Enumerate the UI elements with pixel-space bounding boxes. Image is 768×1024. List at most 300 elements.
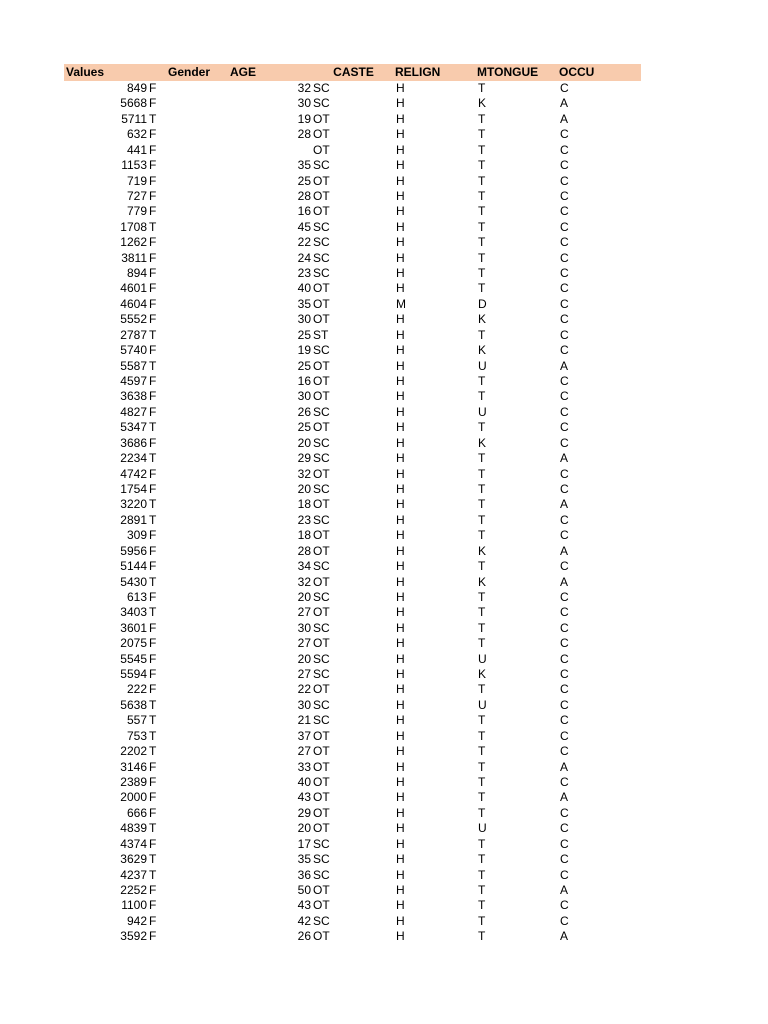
gender-cell[interactable]: F <box>149 898 157 913</box>
value-cell[interactable]: 753 <box>126 728 147 743</box>
occu-cell[interactable]: A <box>560 790 569 805</box>
header-age[interactable]: AGE <box>230 65 257 79</box>
mtongue-cell[interactable]: T <box>478 111 486 126</box>
gender-cell[interactable]: F <box>149 266 157 281</box>
value-cell[interactable]: 5347 <box>120 420 147 435</box>
caste-cell[interactable]: OT <box>313 374 330 389</box>
occu-cell[interactable]: C <box>560 852 569 867</box>
header-occu[interactable]: OCCU <box>559 65 595 79</box>
occu-cell[interactable]: C <box>560 528 569 543</box>
gender-cell[interactable]: F <box>149 127 157 142</box>
value-cell[interactable]: 3403 <box>120 605 147 620</box>
gender-cell[interactable]: F <box>149 805 157 820</box>
value-cell[interactable]: 4742 <box>120 466 147 481</box>
gender-cell[interactable]: F <box>149 682 157 697</box>
mtongue-cell[interactable]: T <box>478 374 486 389</box>
age-cell[interactable] <box>230 143 312 158</box>
caste-cell[interactable]: OT <box>313 543 330 558</box>
value-cell[interactable]: 5740 <box>120 343 147 358</box>
relign-cell[interactable]: H <box>396 867 405 882</box>
caste-cell[interactable]: SC <box>313 651 330 666</box>
gender-cell[interactable]: F <box>149 374 157 389</box>
gender-cell[interactable]: F <box>149 528 157 543</box>
relign-cell[interactable]: H <box>396 389 405 404</box>
gender-cell[interactable]: F <box>149 543 157 558</box>
age-cell[interactable]: 27 <box>297 744 311 759</box>
occu-cell[interactable]: C <box>560 250 569 265</box>
caste-cell[interactable]: OT <box>313 281 330 296</box>
occu-cell[interactable]: C <box>560 235 569 250</box>
mtongue-cell[interactable]: K <box>478 343 487 358</box>
age-cell[interactable]: 27 <box>297 605 311 620</box>
age-cell[interactable]: 19 <box>297 111 311 126</box>
mtongue-cell[interactable]: K <box>478 96 487 111</box>
age-cell[interactable]: 18 <box>297 497 311 512</box>
relign-cell[interactable]: H <box>396 574 405 589</box>
relign-cell[interactable]: H <box>396 774 405 789</box>
gender-cell[interactable]: T <box>149 867 157 882</box>
value-cell[interactable]: 557 <box>126 713 147 728</box>
relign-cell[interactable]: H <box>396 744 405 759</box>
age-cell[interactable]: 25 <box>297 358 311 373</box>
occu-cell[interactable]: C <box>560 481 569 496</box>
relign-cell[interactable]: H <box>396 543 405 558</box>
age-cell[interactable]: 30 <box>297 389 311 404</box>
relign-cell[interactable]: H <box>396 127 405 142</box>
gender-cell[interactable]: F <box>149 913 157 928</box>
occu-cell[interactable]: C <box>560 867 569 882</box>
mtongue-cell[interactable]: T <box>478 636 486 651</box>
relign-cell[interactable]: H <box>396 188 405 203</box>
header-values[interactable]: Values <box>66 65 105 79</box>
value-cell[interactable]: 5668 <box>120 96 147 111</box>
occu-cell[interactable]: C <box>560 296 569 311</box>
gender-cell[interactable]: F <box>149 651 157 666</box>
value-cell[interactable]: 5638 <box>120 697 147 712</box>
value-cell[interactable]: 942 <box>126 913 147 928</box>
occu-cell[interactable]: C <box>560 636 569 651</box>
gender-cell[interactable]: T <box>149 219 157 234</box>
occu-cell[interactable]: C <box>560 774 569 789</box>
relign-cell[interactable]: H <box>396 728 405 743</box>
caste-cell[interactable]: OT <box>313 142 330 157</box>
age-cell[interactable]: 43 <box>297 790 311 805</box>
mtongue-cell[interactable]: K <box>478 543 487 558</box>
caste-cell[interactable]: OT <box>313 821 330 836</box>
occu-cell[interactable]: A <box>560 543 569 558</box>
occu-cell[interactable]: C <box>560 343 569 358</box>
caste-cell[interactable]: OT <box>313 358 330 373</box>
age-cell[interactable]: 35 <box>297 852 311 867</box>
gender-cell[interactable]: F <box>149 759 157 774</box>
caste-cell[interactable]: OT <box>313 574 330 589</box>
gender-cell[interactable]: F <box>149 281 157 296</box>
caste-cell[interactable]: OT <box>313 790 330 805</box>
mtongue-cell[interactable]: T <box>478 266 486 281</box>
age-cell[interactable]: 23 <box>297 512 311 527</box>
age-cell[interactable]: 34 <box>297 559 311 574</box>
age-cell[interactable]: 25 <box>297 420 311 435</box>
age-cell[interactable]: 22 <box>297 235 311 250</box>
header-caste[interactable]: CASTE <box>333 65 374 79</box>
value-cell[interactable]: 222 <box>126 682 147 697</box>
gender-cell[interactable]: T <box>149 512 157 527</box>
mtongue-cell[interactable]: T <box>478 158 486 173</box>
gender-cell[interactable]: T <box>149 358 157 373</box>
occu-cell[interactable]: C <box>560 821 569 836</box>
relign-cell[interactable]: H <box>396 713 405 728</box>
gender-cell[interactable]: F <box>149 589 157 604</box>
gender-cell[interactable]: F <box>149 466 157 481</box>
caste-cell[interactable]: SC <box>313 404 330 419</box>
caste-cell[interactable]: SC <box>313 250 330 265</box>
age-cell[interactable]: 27 <box>297 636 311 651</box>
value-cell[interactable]: 4237 <box>120 867 147 882</box>
mtongue-cell[interactable]: T <box>478 882 486 897</box>
relign-cell[interactable]: H <box>396 651 405 666</box>
caste-cell[interactable]: OT <box>313 605 330 620</box>
caste-cell[interactable]: OT <box>313 497 330 512</box>
value-cell[interactable]: 4597 <box>120 374 147 389</box>
age-cell[interactable]: 40 <box>297 774 311 789</box>
gender-cell[interactable]: T <box>149 697 157 712</box>
occu-cell[interactable]: A <box>560 451 569 466</box>
occu-cell[interactable]: C <box>560 188 569 203</box>
value-cell[interactable]: 3146 <box>120 759 147 774</box>
caste-cell[interactable]: OT <box>313 759 330 774</box>
value-cell[interactable]: 3638 <box>120 389 147 404</box>
caste-cell[interactable]: SC <box>313 667 330 682</box>
gender-cell[interactable]: F <box>149 882 157 897</box>
caste-cell[interactable]: SC <box>313 235 330 250</box>
mtongue-cell[interactable]: K <box>478 435 487 450</box>
mtongue-cell[interactable]: U <box>478 697 487 712</box>
age-cell[interactable]: 26 <box>297 929 311 944</box>
relign-cell[interactable]: H <box>396 435 405 450</box>
relign-cell[interactable]: H <box>396 111 405 126</box>
occu-cell[interactable]: C <box>560 728 569 743</box>
age-cell[interactable]: 28 <box>297 543 311 558</box>
age-cell[interactable]: 32 <box>297 574 311 589</box>
mtongue-cell[interactable]: T <box>478 867 486 882</box>
caste-cell[interactable]: SC <box>313 867 330 882</box>
gender-cell[interactable]: F <box>149 636 157 651</box>
mtongue-cell[interactable]: U <box>478 821 487 836</box>
relign-cell[interactable]: H <box>396 250 405 265</box>
relign-cell[interactable]: H <box>396 589 405 604</box>
caste-cell[interactable]: OT <box>313 774 330 789</box>
mtongue-cell[interactable]: T <box>478 173 486 188</box>
value-cell[interactable]: 719 <box>126 173 147 188</box>
age-cell[interactable]: 30 <box>297 697 311 712</box>
mtongue-cell[interactable]: T <box>478 512 486 527</box>
relign-cell[interactable]: H <box>396 929 405 944</box>
occu-cell[interactable]: C <box>560 589 569 604</box>
caste-cell[interactable]: SC <box>313 913 330 928</box>
occu-cell[interactable]: C <box>560 836 569 851</box>
value-cell[interactable]: 2389 <box>120 774 147 789</box>
value-cell[interactable]: 849 <box>126 81 147 95</box>
mtongue-cell[interactable]: K <box>478 312 487 327</box>
caste-cell[interactable]: OT <box>313 127 330 142</box>
mtongue-cell[interactable]: T <box>478 327 486 342</box>
gender-cell[interactable]: F <box>149 389 157 404</box>
occu-cell[interactable]: C <box>560 142 569 157</box>
value-cell[interactable]: 1262 <box>120 235 147 250</box>
gender-cell[interactable]: F <box>149 235 157 250</box>
mtongue-cell[interactable]: T <box>478 81 486 95</box>
mtongue-cell[interactable]: T <box>478 497 486 512</box>
gender-cell[interactable]: T <box>149 420 157 435</box>
header-relign[interactable]: RELIGN <box>395 65 441 79</box>
value-cell[interactable]: 5430 <box>120 574 147 589</box>
occu-cell[interactable]: C <box>560 605 569 620</box>
value-cell[interactable]: 2202 <box>120 744 147 759</box>
caste-cell[interactable]: OT <box>313 744 330 759</box>
occu-cell[interactable]: C <box>560 559 569 574</box>
age-cell[interactable]: 16 <box>297 374 311 389</box>
relign-cell[interactable]: H <box>396 759 405 774</box>
gender-cell[interactable]: F <box>149 158 157 173</box>
age-cell[interactable]: 40 <box>297 281 311 296</box>
occu-cell[interactable]: C <box>560 744 569 759</box>
relign-cell[interactable]: H <box>396 466 405 481</box>
caste-cell[interactable]: SC <box>313 559 330 574</box>
mtongue-cell[interactable]: T <box>478 451 486 466</box>
caste-cell[interactable]: OT <box>313 682 330 697</box>
caste-cell[interactable]: OT <box>313 111 330 126</box>
relign-cell[interactable]: H <box>396 559 405 574</box>
occu-cell[interactable]: C <box>560 913 569 928</box>
age-cell[interactable]: 22 <box>297 682 311 697</box>
value-cell[interactable]: 779 <box>126 204 147 219</box>
header-gender[interactable]: Gender <box>167 65 210 79</box>
age-cell[interactable]: 16 <box>297 204 311 219</box>
gender-cell[interactable]: T <box>149 728 157 743</box>
mtongue-cell[interactable]: T <box>478 805 486 820</box>
caste-cell[interactable]: SC <box>313 512 330 527</box>
relign-cell[interactable]: H <box>396 312 405 327</box>
relign-cell[interactable]: H <box>396 898 405 913</box>
occu-cell[interactable]: C <box>560 127 569 142</box>
relign-cell[interactable]: H <box>396 281 405 296</box>
relign-cell[interactable]: H <box>396 173 405 188</box>
gender-cell[interactable]: F <box>149 96 157 111</box>
value-cell[interactable]: 5545 <box>120 651 147 666</box>
caste-cell[interactable]: SC <box>313 589 330 604</box>
age-cell[interactable]: 36 <box>297 867 311 882</box>
occu-cell[interactable]: A <box>560 111 569 126</box>
age-cell[interactable]: 20 <box>297 589 311 604</box>
age-cell[interactable]: 20 <box>297 821 311 836</box>
occu-cell[interactable]: C <box>560 667 569 682</box>
mtongue-cell[interactable]: T <box>478 790 486 805</box>
caste-cell[interactable]: OT <box>313 296 330 311</box>
mtongue-cell[interactable]: T <box>478 389 486 404</box>
gender-cell[interactable]: T <box>149 852 157 867</box>
caste-cell[interactable]: SC <box>313 451 330 466</box>
value-cell[interactable]: 5711 <box>121 111 147 126</box>
age-cell[interactable]: 30 <box>297 96 311 111</box>
value-cell[interactable]: 309 <box>126 528 147 543</box>
value-cell[interactable]: 727 <box>126 188 147 203</box>
relign-cell[interactable]: H <box>396 667 405 682</box>
mtongue-cell[interactable]: T <box>478 682 486 697</box>
relign-cell[interactable]: H <box>396 620 405 635</box>
caste-cell[interactable]: OT <box>313 389 330 404</box>
gender-cell[interactable]: F <box>149 250 157 265</box>
caste-cell[interactable]: ST <box>313 327 329 342</box>
gender-cell[interactable]: T <box>149 744 157 759</box>
mtongue-cell[interactable]: U <box>478 651 487 666</box>
relign-cell[interactable]: H <box>396 327 405 342</box>
mtongue-cell[interactable]: T <box>478 127 486 142</box>
caste-cell[interactable]: SC <box>313 158 330 173</box>
gender-cell[interactable]: T <box>149 497 157 512</box>
mtongue-cell[interactable]: T <box>478 188 486 203</box>
value-cell[interactable]: 1153 <box>121 158 147 173</box>
caste-cell[interactable]: OT <box>313 528 330 543</box>
age-cell[interactable]: 45 <box>297 219 311 234</box>
value-cell[interactable]: 666 <box>126 805 147 820</box>
age-cell[interactable]: 17 <box>297 836 311 851</box>
relign-cell[interactable]: H <box>396 204 405 219</box>
occu-cell[interactable]: C <box>560 805 569 820</box>
caste-cell[interactable]: OT <box>313 882 330 897</box>
gender-cell[interactable]: F <box>149 836 157 851</box>
relign-cell[interactable]: H <box>396 882 405 897</box>
age-cell[interactable]: 29 <box>297 451 311 466</box>
relign-cell[interactable]: H <box>396 636 405 651</box>
mtongue-cell[interactable]: T <box>478 836 486 851</box>
occu-cell[interactable]: C <box>560 898 569 913</box>
gender-cell[interactable]: F <box>149 204 157 219</box>
mtongue-cell[interactable]: T <box>478 898 486 913</box>
caste-cell[interactable]: SC <box>313 435 330 450</box>
age-cell[interactable]: 28 <box>297 188 311 203</box>
age-cell[interactable]: 21 <box>297 713 311 728</box>
occu-cell[interactable]: A <box>560 96 569 111</box>
caste-cell[interactable]: OT <box>313 173 330 188</box>
relign-cell[interactable]: H <box>396 913 405 928</box>
age-cell[interactable]: 20 <box>297 651 311 666</box>
value-cell[interactable]: 5144 <box>120 559 147 574</box>
mtongue-cell[interactable]: K <box>478 574 487 589</box>
relign-cell[interactable]: H <box>396 836 405 851</box>
value-cell[interactable]: 2891 <box>120 512 147 527</box>
caste-cell[interactable]: OT <box>313 420 330 435</box>
value-cell[interactable]: 4604 <box>120 296 147 311</box>
gender-cell[interactable]: F <box>149 312 157 327</box>
gender-cell[interactable]: F <box>149 173 157 188</box>
occu-cell[interactable]: C <box>560 219 569 234</box>
gender-cell[interactable]: F <box>149 559 157 574</box>
gender-cell[interactable]: F <box>149 343 157 358</box>
age-cell[interactable]: 18 <box>297 528 311 543</box>
value-cell[interactable]: 5552 <box>120 312 147 327</box>
value-cell[interactable]: 441 <box>126 142 147 157</box>
caste-cell[interactable]: OT <box>313 188 330 203</box>
caste-cell[interactable]: SC <box>313 481 330 496</box>
occu-cell[interactable]: C <box>560 435 569 450</box>
occu-cell[interactable]: C <box>560 389 569 404</box>
value-cell[interactable]: 3601 <box>120 620 147 635</box>
age-cell[interactable]: 29 <box>297 805 311 820</box>
gender-cell[interactable]: T <box>149 111 157 126</box>
relign-cell[interactable]: H <box>396 142 405 157</box>
mtongue-cell[interactable]: T <box>478 420 486 435</box>
gender-cell[interactable]: F <box>149 404 157 419</box>
age-cell[interactable]: 42 <box>297 913 311 928</box>
mtongue-cell[interactable]: T <box>478 250 486 265</box>
relign-cell[interactable]: H <box>396 528 405 543</box>
mtongue-cell[interactable]: T <box>478 728 486 743</box>
value-cell[interactable]: 613 <box>126 589 147 604</box>
value-cell[interactable]: 5594 <box>120 667 147 682</box>
relign-cell[interactable]: H <box>396 374 405 389</box>
age-cell[interactable]: 25 <box>297 173 311 188</box>
mtongue-cell[interactable]: T <box>478 620 486 635</box>
value-cell[interactable]: 2787 <box>120 327 147 342</box>
caste-cell[interactable]: SC <box>313 343 330 358</box>
age-cell[interactable]: 50 <box>297 882 311 897</box>
mtongue-cell[interactable]: T <box>478 466 486 481</box>
mtongue-cell[interactable]: T <box>478 235 486 250</box>
age-cell[interactable]: 33 <box>297 759 311 774</box>
occu-cell[interactable]: C <box>560 327 569 342</box>
occu-cell[interactable]: C <box>560 204 569 219</box>
occu-cell[interactable]: C <box>560 266 569 281</box>
caste-cell[interactable]: OT <box>313 636 330 651</box>
age-cell[interactable]: 43 <box>297 898 311 913</box>
occu-cell[interactable]: C <box>560 651 569 666</box>
occu-cell[interactable]: C <box>560 173 569 188</box>
gender-cell[interactable]: T <box>149 451 157 466</box>
value-cell[interactable]: 4601 <box>120 281 147 296</box>
mtongue-cell[interactable]: T <box>478 219 486 234</box>
gender-cell[interactable]: F <box>149 81 157 95</box>
gender-cell[interactable]: F <box>149 296 157 311</box>
mtongue-cell[interactable]: T <box>478 774 486 789</box>
age-cell[interactable]: 35 <box>297 158 311 173</box>
age-cell[interactable]: 19 <box>297 343 311 358</box>
mtongue-cell[interactable]: U <box>478 404 487 419</box>
caste-cell[interactable]: SC <box>313 713 330 728</box>
age-cell[interactable]: 27 <box>297 667 311 682</box>
mtongue-cell[interactable]: T <box>478 605 486 620</box>
mtongue-cell[interactable]: T <box>478 142 486 157</box>
age-cell[interactable]: 24 <box>297 250 311 265</box>
relign-cell[interactable]: H <box>396 821 405 836</box>
caste-cell[interactable]: SC <box>313 836 330 851</box>
relign-cell[interactable]: H <box>396 481 405 496</box>
occu-cell[interactable]: C <box>560 81 569 95</box>
relign-cell[interactable]: H <box>396 682 405 697</box>
gender-cell[interactable]: T <box>149 821 157 836</box>
relign-cell[interactable]: H <box>396 358 405 373</box>
mtongue-cell[interactable]: T <box>478 929 486 944</box>
caste-cell[interactable]: SC <box>313 697 330 712</box>
gender-cell[interactable]: F <box>149 620 157 635</box>
gender-cell[interactable]: F <box>149 774 157 789</box>
gender-cell[interactable]: F <box>149 929 157 944</box>
age-cell[interactable]: 30 <box>297 620 311 635</box>
caste-cell[interactable]: OT <box>313 929 330 944</box>
occu-cell[interactable]: A <box>560 574 569 589</box>
caste-cell[interactable]: OT <box>313 204 330 219</box>
occu-cell[interactable]: C <box>560 512 569 527</box>
caste-cell[interactable]: OT <box>313 805 330 820</box>
